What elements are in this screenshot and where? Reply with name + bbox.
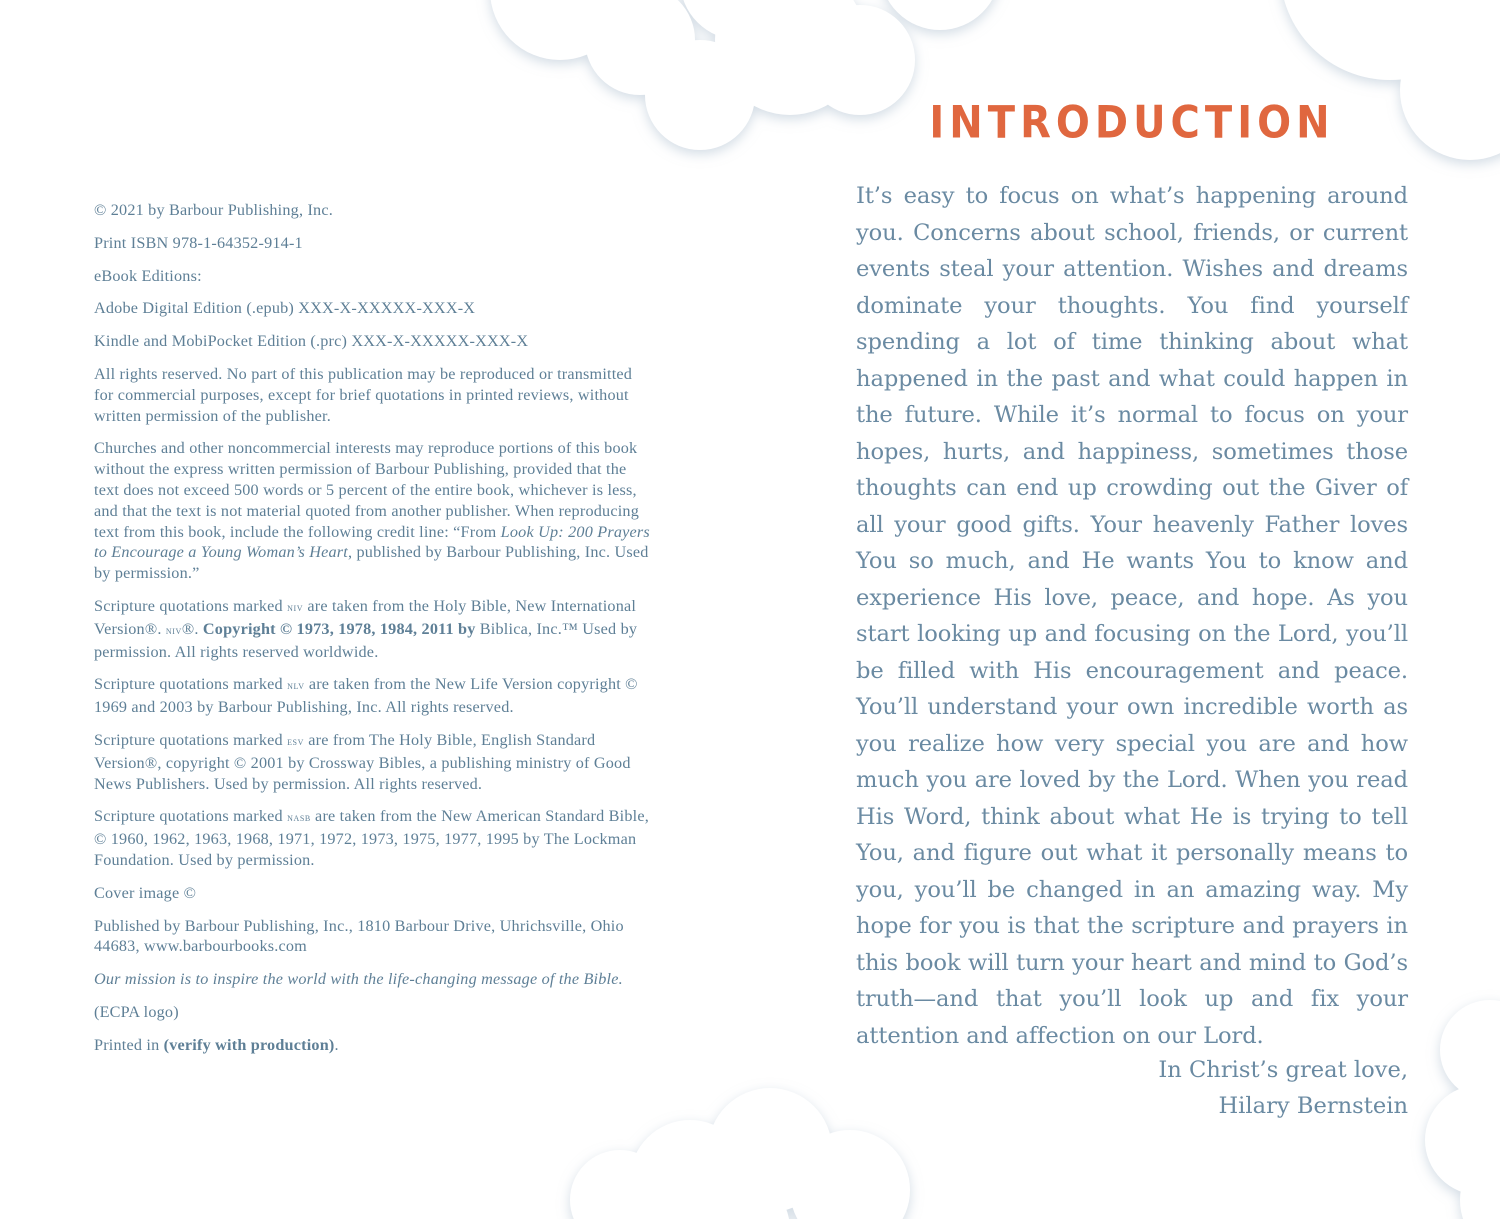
niv-text-1: Scripture quotations marked [94,596,288,615]
print-isbn: Print ISBN 978-1-64352-914-1 [94,233,303,252]
esv-statement [94,730,650,794]
niv-text-3: ®. [181,619,203,638]
printed-in [94,1035,650,1056]
closing-line: In Christ’s great love, [1158,1057,1408,1083]
churches-statement [94,438,650,584]
esv-text-1: Scripture quotations marked [94,730,288,749]
niv-statement [94,596,650,662]
nasb-statement [94,806,650,870]
ebook-heading: eBook Editions: [94,266,202,285]
nlv-text-1: Scripture quotations marked [94,675,288,694]
nasb-abbr: nasb [287,812,311,825]
kindle-edition: Kindle and MobiPocket Edition (.prc) XXX-X-XXXXX-XXX-X [94,332,529,351]
cloud-bottom-right [1425,1000,1500,1219]
signoff [856,1052,1408,1124]
churches-text-2: , published by Barbour Publishing, Inc. Used by permission.” [94,543,649,583]
niv-text-4: Biblica, Inc.™ Used by permission. All rights reserved worldwide. [94,619,638,661]
churches-text-1: Churches and other noncommercial interests may reproduce portions of this book without the express written permission of Barbour Publishing, provided that the text does not exceed 500 words or 5 percent of the entire book, whichever is less, and that the text is not material quoted from another publisher. When reproducing text from this book, include the following credit line: “From [94,439,639,541]
nasb-text-1: Scripture quotations marked [94,807,288,826]
published-by: Published by Barbour Publishing, Inc., 1810 Barbour Drive, Uhrichsville, Ohio 44683, www.barbourbooks.com [94,916,624,956]
mission-statement: Our mission is to inspire the world with the life-changing message of the Bible. [94,970,623,989]
printed-in-text-2: . [334,1035,339,1054]
book-title: Look Up: 200 Prayers to Encourage a Young Woman’s Heart [94,522,650,562]
niv-abbr-2: niv [165,624,182,637]
niv-text-2: are taken from the Holy Bible, New International Version®. [94,596,637,638]
nasb-text-2: are taken from the New American Standard Bible, © 1960, 1962, 1963, 1968, 1971, 1972, 1973, 1975, 1977, 1995 by The Lockman Foundation. Used by permission. [94,807,649,869]
niv-bold: Copyright © 1973, 1978, 1984, 2011 by [202,619,476,638]
nlv-text-2: are taken from the New Life Version copyright © 1969 and 2003 by Barbour Publishing, Inc. All rights reserved. [94,675,638,717]
adobe-edition: Adobe Digital Edition (.epub) XXX-X-XXXXX-XXX-X [94,299,476,318]
copyright-line: © 2021 by Barbour Publishing, Inc. [94,201,333,219]
ecpa-logo-placeholder: (ECPA logo) [94,1002,179,1021]
introduction-title: INTRODUCTION [929,97,1335,149]
rights-statement: All rights reserved. No part of this publication may be reproduced or transmitted for commercial purposes, except for brief quotations in printed reviews, without written permission of the publisher. [94,364,633,425]
printed-in-text-1: Printed in [94,1035,164,1054]
niv-abbr: niv [287,601,304,614]
author-name: Hilary Bernstein [1218,1093,1408,1119]
nlv-statement [94,674,650,718]
introduction-body: It’s easy to focus on what’s happening around you. Concerns about school, friends, or current events steal your attention. Wishes and dreams dominate your thoughts. You find yourself spending a lot of time thinking about what happened in the past and what could happen in the future. While it’s normal to focus on your hopes, hurts, and happiness, sometimes those thoughts can end up crowding out the Giver of all your good gifts. Your heavenly Father loves You so much, and He wants You to know and experience His love, peace, and hope. As you start looking up and focusing on the Lord, you’ll be filled with His encouragement and peace. You’ll understand your own incredible worth as you realize how very special you are and how much you are loved by the Lord. When you read His Word, think about what He is trying to tell You, and figure out what it personally means to you, you’ll be changed in an amazing way. My hope for you is that the scripture and prayers in this book will turn your heart and mind to God’s truth—and that you’ll look up and fix your attention and affection on our Lord. [856,183,1408,1049]
printed-in-bold: (verify with production) [163,1035,335,1054]
cover-image-credit: Cover image © [94,883,197,902]
esv-abbr: esv [287,735,304,748]
esv-text-2: are from The Holy Bible, English Standard Version®, copyright © 2001 by Crossway Bibles, a publishing ministry of Good News Publishers. Used by permission. All rights reserved. [94,730,631,793]
nlv-abbr: nlv [287,680,305,693]
copyright-page [94,200,650,1068]
